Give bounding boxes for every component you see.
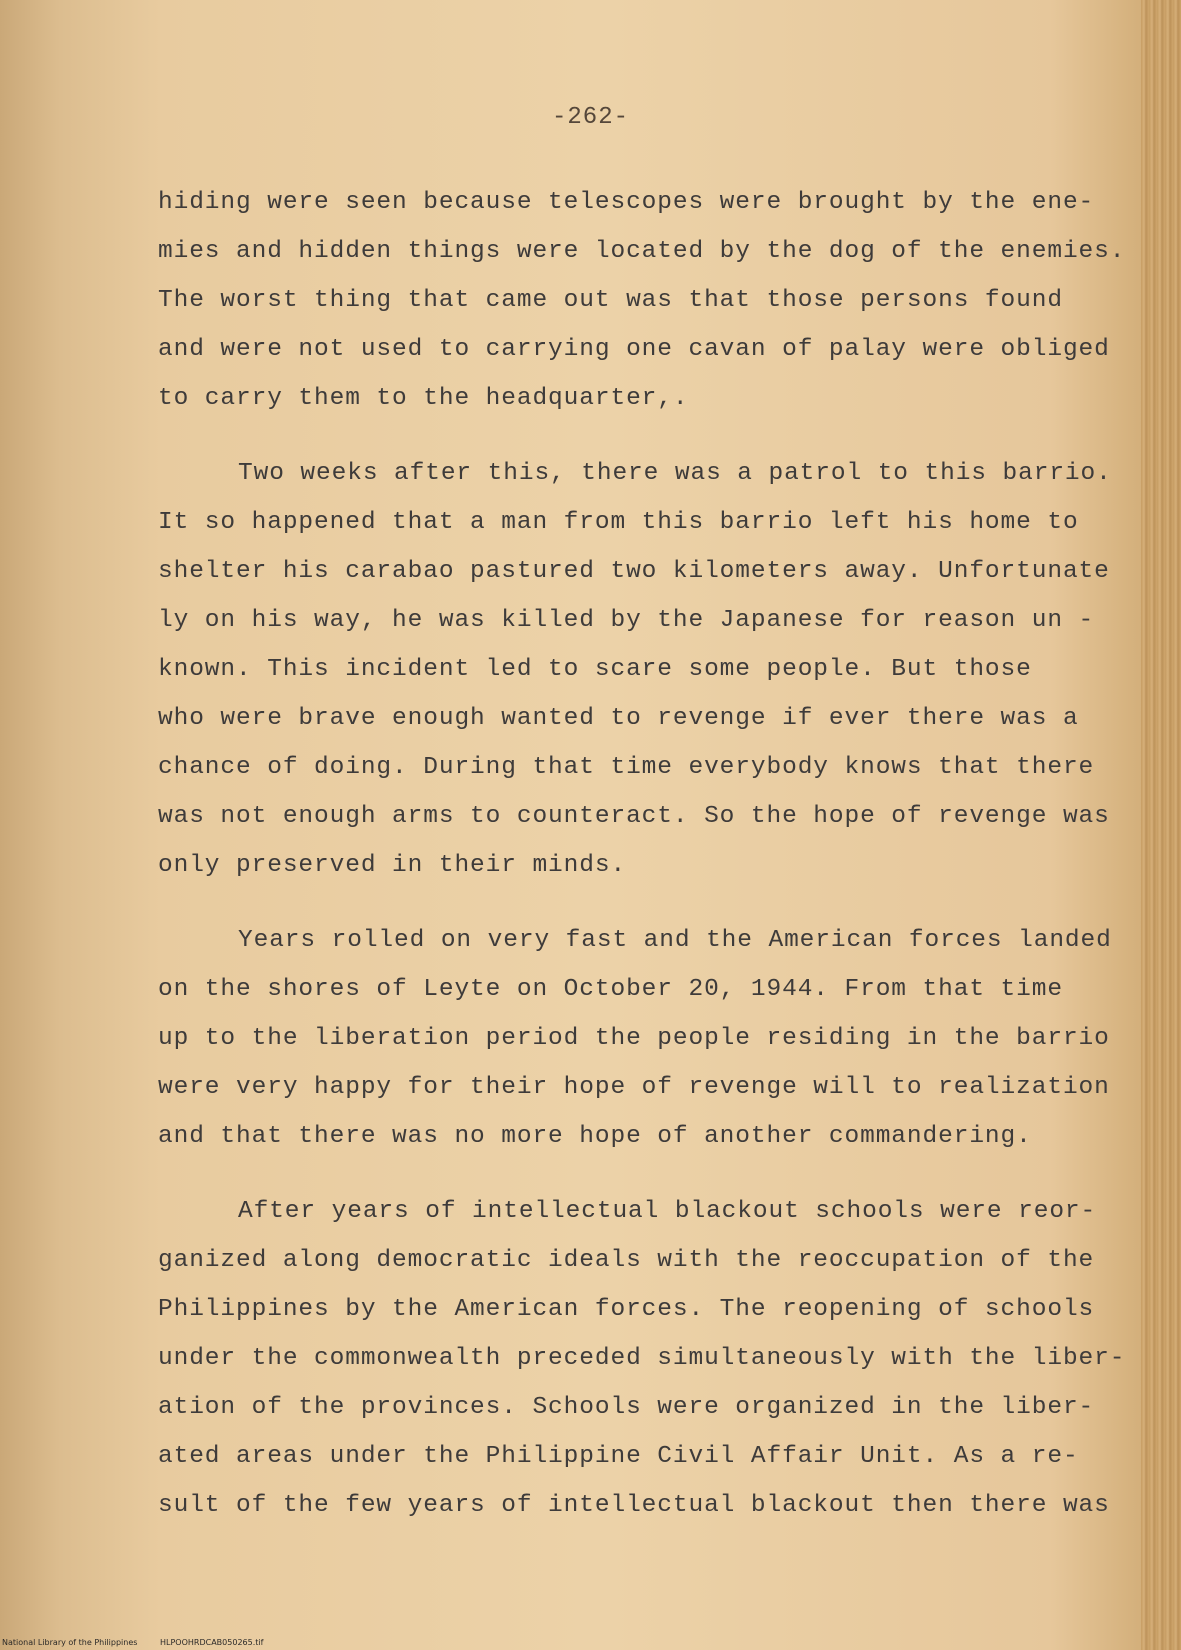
page-number: -262- xyxy=(551,104,629,131)
paragraph xyxy=(158,916,1138,1161)
text-line: ly on his way, he was killed by the Japanese for reason un - xyxy=(158,607,1095,634)
text-line: was not enough arms to counteract. So the hope of revenge was xyxy=(158,803,1110,830)
text-line: known. This incident led to scare some people. But those xyxy=(158,656,1032,683)
paper-edge xyxy=(1141,0,1181,1650)
footer-source: National Library of the Philippines xyxy=(2,1638,138,1647)
paragraph xyxy=(158,178,1138,423)
text-line: ation of the provinces. Schools were organized in the liber- xyxy=(158,1394,1095,1421)
text-line: and that there was no more hope of another commandering. xyxy=(158,1123,1032,1150)
text-line: only preserved in their minds. xyxy=(158,852,627,879)
text-line: hiding were seen because telescopes were brought by the ene- xyxy=(158,189,1095,216)
text-line: Two weeks after this, there was a patrol to this barrio. xyxy=(238,460,1112,487)
text-line: under the commonwealth preceded simultaneously with the liber- xyxy=(158,1345,1126,1372)
text-line: and were not used to carrying one cavan of palay were obliged xyxy=(158,336,1110,363)
paragraph xyxy=(158,1187,1138,1530)
text-line: The worst thing that came out was that those persons found xyxy=(158,287,1063,314)
paragraph xyxy=(158,449,1138,890)
text-line: to carry them to the headquarter,. xyxy=(158,385,689,412)
text-line: mies and hidden things were located by the dog of the enemies. xyxy=(158,238,1126,265)
text-line: After years of intellectual blackout schools were reor- xyxy=(238,1198,1097,1225)
text-line: chance of doing. During that time everybody knows that there xyxy=(158,754,1095,781)
text-line: who were brave enough wanted to revenge if ever there was a xyxy=(158,705,1079,732)
text-line: ganized along democratic ideals with the reoccupation of the xyxy=(158,1247,1095,1274)
body-text xyxy=(158,178,1138,1556)
scan-footer xyxy=(0,1636,1181,1650)
text-line: Years rolled on very fast and the American forces landed xyxy=(238,927,1112,954)
footer-filename: HLPOOHRDCAB050265.tif xyxy=(160,1638,264,1647)
text-line: sult of the few years of intellectual blackout then there was xyxy=(158,1492,1110,1519)
text-line: shelter his carabao pastured two kilometers away. Unfortunate xyxy=(158,558,1110,585)
text-line: ated areas under the Philippine Civil Affair Unit. As a re- xyxy=(158,1443,1079,1470)
text-line: up to the liberation period the people residing in the barrio xyxy=(158,1025,1110,1052)
text-line: It so happened that a man from this barrio left his home to xyxy=(158,509,1079,536)
text-line: were very happy for their hope of revenge will to realization xyxy=(158,1074,1110,1101)
text-line: Philippines by the American forces. The reopening of schools xyxy=(158,1296,1095,1323)
text-line: on the shores of Leyte on October 20, 1944. From that time xyxy=(158,976,1063,1003)
